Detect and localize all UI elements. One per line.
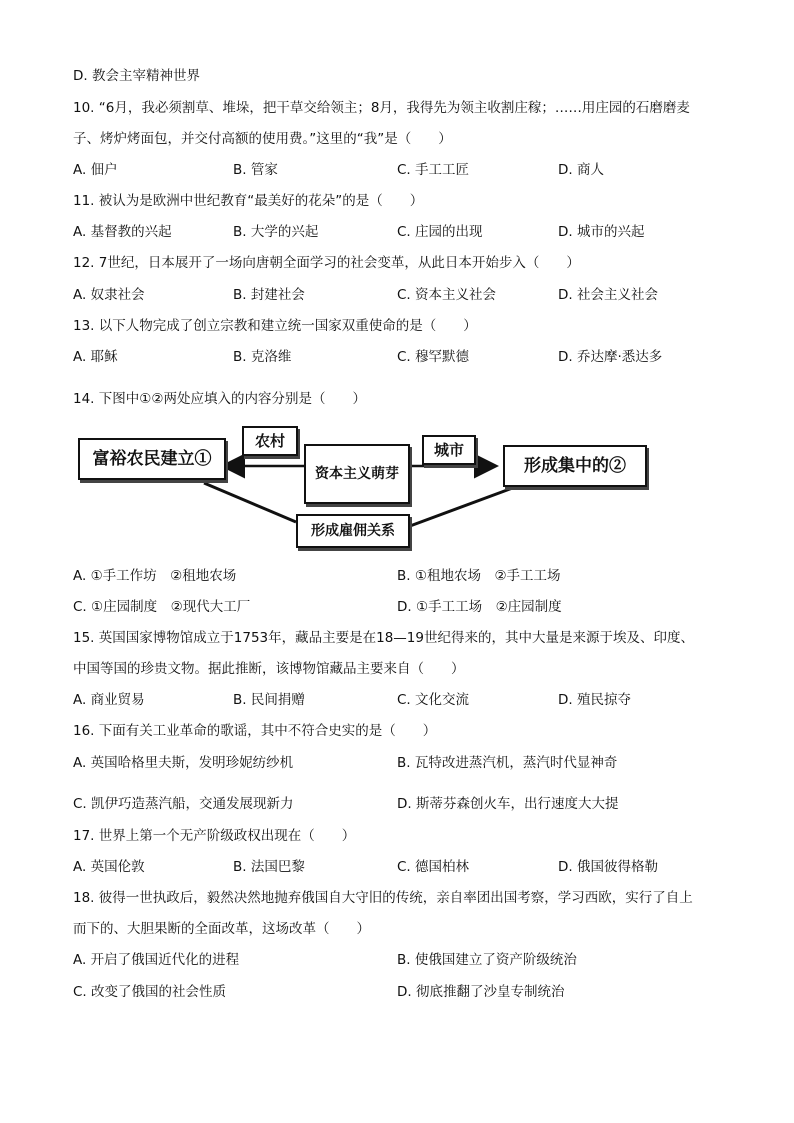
q17-stem: 17. 世界上第一个无产阶级政权出现在（ ）: [73, 828, 356, 844]
q14-option-c: C. ①庄园制度 ②现代大工厂: [73, 599, 251, 615]
q15-stem-line1: 15. 英国国家博物馆成立于1753年，藏品主要是在18—19世纪得来的，其中大量是来源于埃及、印度、: [73, 630, 694, 646]
q13-option-d: D. 乔达摩·悉达多: [558, 349, 663, 365]
q16-option-d: D. 斯蒂芬森创火车，出行速度大大提: [397, 796, 619, 812]
q13-option-a: A. 耶稣: [73, 349, 118, 365]
line-right-to-bottom: [410, 483, 526, 526]
center-box: 资本主义萌芽: [304, 444, 410, 504]
q16-option-a: A. 英国哈格里夫斯，发明珍妮纺纱机: [73, 755, 294, 771]
q18-stem-line1: 18. 彼得一世执政后，毅然决然地抛弃俄国自大守旧的传统，亲自率团出国考察，学习西欧，实行了自上: [73, 890, 693, 906]
q18-option-b: B. 使俄国建立了资产阶级统治: [397, 952, 577, 968]
q15-stem-line2: 中国等国的珍贵文物。据此推断，该博物馆藏品主要来自（ ）: [73, 661, 465, 677]
q14-option-b: B. ①租地农场 ②手工工场: [397, 568, 561, 584]
q10-stem-line1: 10. “6月，我必须割草、堆垛，把干草交给领主；8月，我得先为领主收割庄稼；……用庄园的石磨磨麦: [73, 100, 690, 116]
q14-option-d: D. ①手工工场 ②庄园制度: [397, 599, 562, 615]
q18-option-c: C. 改变了俄国的社会性质: [73, 984, 227, 1000]
q9-option-d: D. 教会主宰精神世界: [73, 68, 200, 84]
q15-option-b: B. 民间捐赠: [233, 692, 305, 708]
q17-option-b: B. 法国巴黎: [233, 859, 305, 875]
bottom-box: 形成雇佣关系: [296, 514, 410, 548]
q12-option-b: B. 封建社会: [233, 287, 305, 303]
q15-option-c: C. 文化交流: [397, 692, 470, 708]
q17-option-c: C. 德国柏林: [397, 859, 470, 875]
left-label-box: 农村: [242, 426, 298, 456]
q11-option-d: D. 城市的兴起: [558, 224, 645, 240]
q11-stem: 11. 被认为是欧洲中世纪教育“最美好的花朵”的是（ ）: [73, 193, 424, 209]
line-left-to-bottom: [204, 483, 296, 522]
q12-option-c: C. 资本主义社会: [397, 287, 497, 303]
q11-option-c: C. 庄园的出现: [397, 224, 483, 240]
q10-option-d: D. 商人: [558, 162, 604, 178]
q10-option-b: B. 管家: [233, 162, 278, 178]
q13-option-b: B. 克洛维: [233, 349, 292, 365]
q13-option-c: C. 穆罕默德: [397, 349, 470, 365]
right-box: 形成集中的②: [503, 445, 647, 487]
q14-diagram: [70, 418, 540, 558]
q16-option-b: B. 瓦特改进蒸汽机，蒸汽时代显神奇: [397, 755, 618, 771]
q15-option-d: D. 殖民掠夺: [558, 692, 631, 708]
q18-option-d: D. 彻底推翻了沙皇专制统治: [397, 984, 565, 1000]
q12-option-d: D. 社会主义社会: [558, 287, 658, 303]
q16-option-c: C. 凯伊巧造蒸汽船，交通发展现新力: [73, 796, 294, 812]
q10-option-c: C. 手工工匠: [397, 162, 470, 178]
q18-stem-line2: 而下的、大胆果断的全面改革，这场改革（ ）: [73, 921, 370, 937]
q13-stem: 13. 以下人物完成了创立宗教和建立统一国家双重使命的是（ ）: [73, 318, 477, 334]
q16-stem: 16. 下面有关工业革命的歌谣，其中不符合史实的是（ ）: [73, 723, 437, 739]
left-box: 富裕农民建立①: [78, 438, 226, 480]
q14-option-a: A. ①手工作坊 ②租地农场: [73, 568, 237, 584]
q14-stem: 14. 下图中①②两处应填入的内容分别是（ ）: [73, 391, 366, 407]
q10-option-a: A. 佃户: [73, 162, 118, 178]
right-label-box: 城市: [422, 435, 476, 465]
q12-stem: 12. 7世纪，日本展开了一场向唐朝全面学习的社会变革，从此日本开始步入（ ）: [73, 255, 580, 271]
q11-option-b: B. 大学的兴起: [233, 224, 319, 240]
q10-stem-line2: 子、烤炉烤面包，并交付高额的使用费。”这里的“我”是（ ）: [73, 131, 452, 147]
q11-option-a: A. 基督教的兴起: [73, 224, 172, 240]
q17-option-a: A. 英国伦敦: [73, 859, 145, 875]
q12-option-a: A. 奴隶社会: [73, 287, 145, 303]
q18-option-a: A. 开启了俄国近代化的进程: [73, 952, 240, 968]
q15-option-a: A. 商业贸易: [73, 692, 145, 708]
q17-option-d: D. 俄国彼得格勒: [558, 859, 658, 875]
